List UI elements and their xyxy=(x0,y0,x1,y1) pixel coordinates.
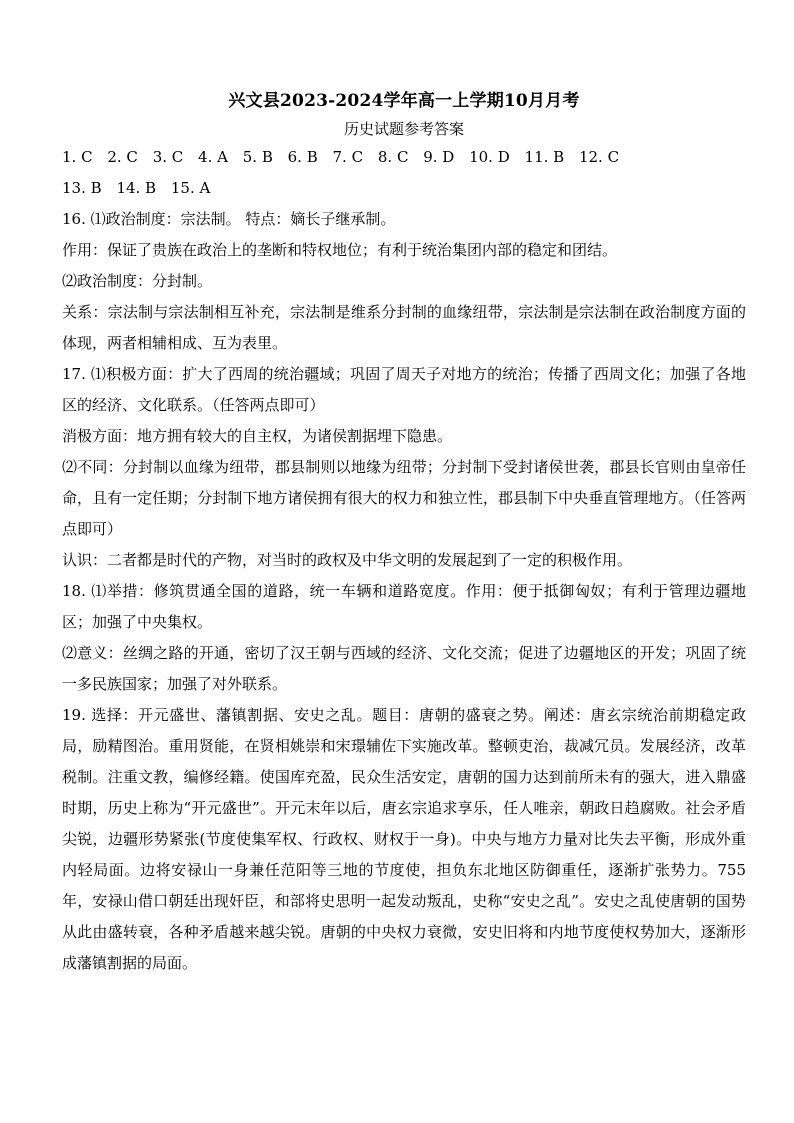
mc-answer: 15. A xyxy=(170,179,211,197)
answer-paragraph: 17. ⑴积极方面：扩大了西周的统治疆域；巩固了周天子对地方的统治；传播了西周文化；加强了各地区的经济、文化联系。（任答两点即可） xyxy=(62,365,746,414)
mc-answer: 6. B xyxy=(287,148,318,166)
answer-paragraph: ⑵政治制度：分封制。 xyxy=(62,272,213,290)
mc-answer: 13. B xyxy=(62,179,102,197)
mc-answers-line-2 xyxy=(62,173,746,204)
answer-paragraph: 18. ⑴举措：修筑贯通全国的道路，统一车辆和道路宽度。作用：便于抵御匈奴；有利于管理边疆地区；加强了中央集权。 xyxy=(62,582,746,631)
mc-answer: 14. B xyxy=(116,179,157,197)
mc-answer: 8. C xyxy=(377,148,409,166)
mc-answer: 3. C xyxy=(152,148,184,166)
mc-answer: 1. C xyxy=(62,148,93,166)
mc-answer: 11. B xyxy=(524,148,565,166)
answer-paragraph: 16. ⑴政治制度：宗法制。 特点：嫡长子继承制。 xyxy=(62,210,396,228)
mc-answer: 10. D xyxy=(469,148,510,166)
answer-sheet xyxy=(62,88,746,979)
mc-answers-line-1 xyxy=(62,142,746,173)
answer-paragraph: 消极方面：地方拥有较大的自主权，为诸侯割据埋下隐患。 xyxy=(62,427,453,445)
mc-answer: 7. C xyxy=(332,148,364,166)
mc-answer: 4. A xyxy=(198,148,228,166)
answer-paragraph: 19. 选择：开元盛世、藩镇割据、安史之乱。题目：唐朝的盛衰之势。阐述：唐玄宗统治前期稳定政局，励精图治。重用贤能，在贤相姚崇和宋璟辅佐下实施改革。整顿吏治，裁减冗员。发展经济，改革税制。注重文教，编修经籍。使国库充盈，民众生活安定，唐朝的国力达到前所未有的强大，进入鼎盛时期，历史上称为“开元盛世”。开元末年以后，唐玄宗追求享乐，任人唯亲，朝政日趋腐败。社会矛盾尖锐，边疆形势紧张(节度使集军权、行政权、财权于一身)。中央与地方力量对比失去平衡，形成外重内轻局面。边将安禄山一身兼任范阳等三地的节度使，担负东北地区防御重任，逐渐扩张势力。755年，安禄山借口朝廷出现奸臣，和部将史思明一起发动叛乱，史称“安史之乱”。安史之乱使唐朝的国势从此由盛转衰，各种矛盾越来越尖锐。唐朝的中央权力衰微，安史旧将和内地节度使权势加大，逐渐形成藩镇割据的局面。 xyxy=(62,706,746,972)
mc-answer: 9. D xyxy=(423,148,455,166)
document-subtitle: 历史试题参考答案 xyxy=(343,120,464,138)
mc-answer: 12. C xyxy=(578,148,620,166)
mc-answer: 2. C xyxy=(107,148,138,166)
answer-paragraph: ⑵意义：丝绸之路的开通，密切了汉王朝与西域的经济、文化交流；促进了边疆地区的开发；巩固了统一多民族国家；加强了对外联系。 xyxy=(62,644,746,693)
answer-paragraph: 作用：保证了贵族在政治上的垄断和特权地位；有利于统治集团内部的稳定和团结。 xyxy=(62,241,618,259)
answer-paragraph: 认识：二者都是时代的产物，对当时的政权及中华文明的发展起到了一定的积极作用。 xyxy=(62,551,633,569)
document-title: 兴文县2023-2024学年高一上学期10月月考 xyxy=(228,91,580,111)
answer-paragraph: 关系：宗法制与宗法制相互补充，宗法制是维系分封制的血缘纽带，宗法制是宗法制在政治制度方面的体现，两者相辅相成、互为表里。 xyxy=(62,303,746,352)
mc-answer: 5. B xyxy=(242,148,273,166)
answer-paragraph: ⑵不同：分封制以血缘为纽带，郡县制则以地缘为纽带；分封制下受封诸侯世袭，郡县长官则由皇帝任命，且有一定任期；分封制下地方诸侯拥有很大的权力和独立性，郡县制下中央垂直管理地方。（任答两点即可） xyxy=(62,458,746,538)
